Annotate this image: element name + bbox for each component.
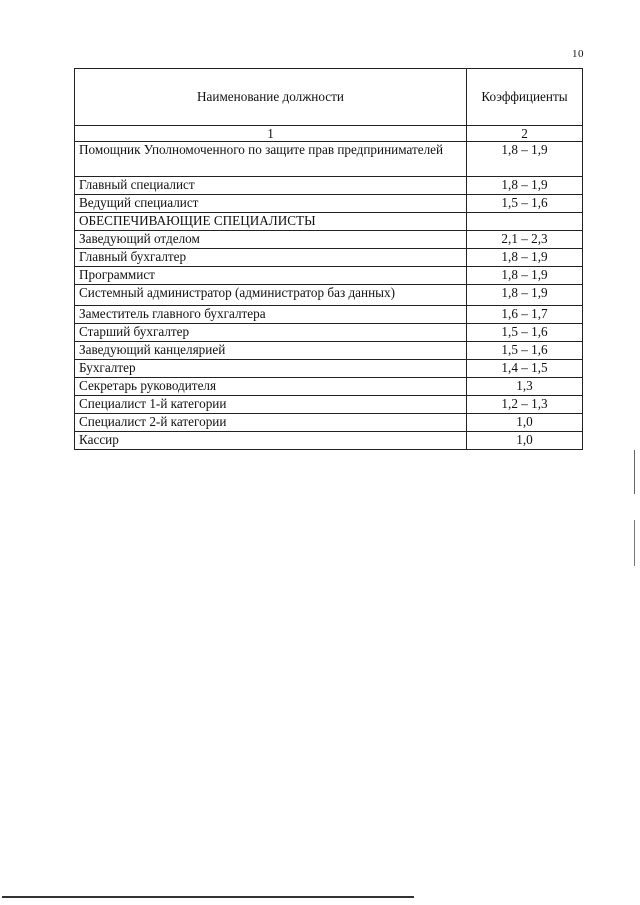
coefficient: 1,8 – 1,9 (467, 249, 583, 267)
table-row (75, 177, 583, 195)
position-name: Системный администратор (администратор баз данных) (75, 285, 467, 306)
position-name: Заведующий отделом (75, 231, 467, 249)
position-name: Главный бухгалтер (75, 249, 467, 267)
position-name: Заведующий канцелярией (75, 342, 467, 360)
column-number-row (75, 126, 583, 142)
section-heading-row (75, 213, 583, 231)
position-name: Программист (75, 267, 467, 285)
coefficient: 2,1 – 2,3 (467, 231, 583, 249)
table-row (75, 396, 583, 414)
coefficient: 1,8 – 1,9 (467, 177, 583, 195)
coefficient: 1,3 (467, 378, 583, 396)
table-row (75, 432, 583, 450)
position-name: Помощник Уполномоченного по защите прав предпринимателей (75, 142, 467, 177)
coefficient: 1,4 – 1,5 (467, 360, 583, 378)
position-name: Заместитель главного бухгалтера (75, 306, 467, 324)
position-name: Бухгалтер (75, 360, 467, 378)
table-row (75, 378, 583, 396)
coefficient: 1,5 – 1,6 (467, 342, 583, 360)
positions-table (74, 68, 583, 450)
coefficient: 1,2 – 1,3 (467, 396, 583, 414)
coefficient: 1,5 – 1,6 (467, 195, 583, 213)
position-name: Старший бухгалтер (75, 324, 467, 342)
table-row (75, 249, 583, 267)
table-header-row (75, 69, 583, 126)
page-number: 10 (572, 48, 584, 60)
table-row (75, 414, 583, 432)
position-name: Специалист 2-й категории (75, 414, 467, 432)
position-name: Ведущий специалист (75, 195, 467, 213)
coefficient: 1,5 – 1,6 (467, 324, 583, 342)
coefficient: 1,6 – 1,7 (467, 306, 583, 324)
position-name: Секретарь руководителя (75, 378, 467, 396)
position-name: Специалист 1-й категории (75, 396, 467, 414)
column-number-2: 2 (467, 126, 583, 142)
table-row (75, 267, 583, 285)
table-row (75, 324, 583, 342)
scan-edge-mark (634, 520, 635, 566)
position-name: Главный специалист (75, 177, 467, 195)
table-row (75, 195, 583, 213)
scan-edge-mark (634, 450, 635, 494)
table-row (75, 360, 583, 378)
table-row (75, 142, 583, 177)
coefficient (467, 213, 583, 231)
coefficient: 1,8 – 1,9 (467, 142, 583, 177)
coefficient: 1,8 – 1,9 (467, 267, 583, 285)
header-position-name: Наименование должности (75, 69, 467, 126)
coefficient: 1,8 – 1,9 (467, 285, 583, 306)
header-coefficients: Коэффициенты (467, 69, 583, 126)
table-row (75, 231, 583, 249)
table-row (75, 306, 583, 324)
table-row (75, 285, 583, 306)
scan-edge-line (2, 896, 414, 898)
coefficient: 1,0 (467, 432, 583, 450)
coefficient: 1,0 (467, 414, 583, 432)
column-number-1: 1 (75, 126, 467, 142)
table-row (75, 342, 583, 360)
position-name: Кассир (75, 432, 467, 450)
section-heading: ОБЕСПЕЧИВАЮЩИЕ СПЕЦИАЛИСТЫ (75, 213, 467, 231)
